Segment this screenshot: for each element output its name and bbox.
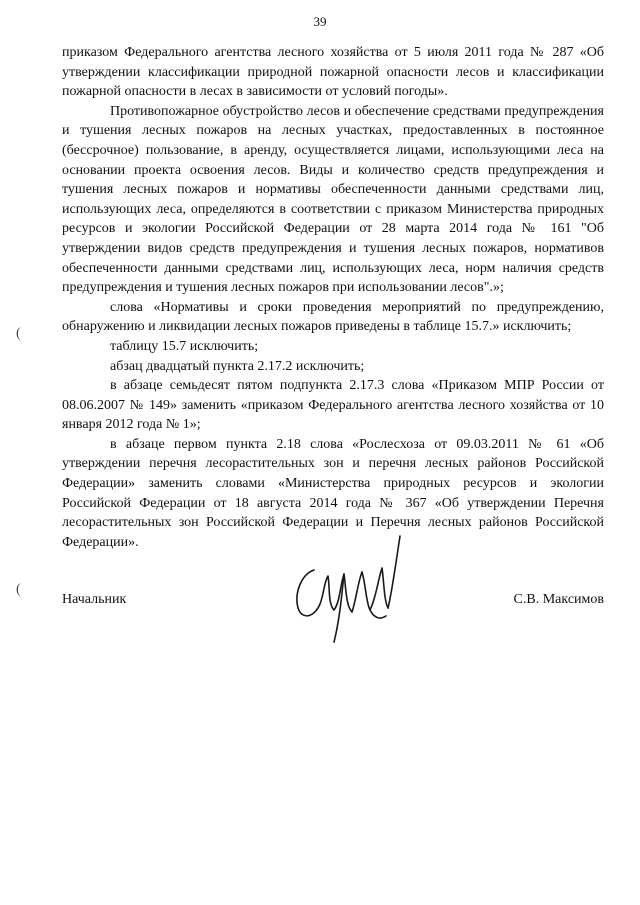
- margin-mark: (: [16, 582, 21, 597]
- signatory-position: Начальник: [62, 592, 127, 607]
- signature-block: [62, 592, 604, 612]
- paragraph-amendment: в абзаце первом пункта 2.18 слова «Рослесхоза от 09.03.2011 № 61 «Об утверждении перечня лесорастительных зон и перечня лесных районов Российской Федерации» заменить словами «Министерства природных ресурсов и экологии Российской Федерации от 18 августа 2014 года № 367 «Об утверждении Перечня лесорастительных зон Российской Федерации и Перечня лесных районов Российской Федерации».: [62, 436, 604, 550]
- page-number: 39: [313, 14, 327, 29]
- paragraph-continuation: приказом Федерального агентства лесного хозяйства от 5 июля 2011 года № 287 «Об утверждении классификации природной пожарной опасности лесов и классификации пожарной опасности в лесах в зависимости от условий погоды».: [62, 45, 604, 100]
- paragraph-amendment: в абзаце семьдесят пятом подпункта 2.17.3 слова «Приказом МПР России от 08.06.2007 № 149» заменить «приказом Федерального агентства лесного хозяйства от 10 января 2012 года № 1»;: [62, 378, 604, 433]
- paragraph-amendment: абзац двадцатый пункта 2.17.2 исключить;: [110, 358, 365, 374]
- paragraph-amendment: слова «Нормативы и сроки проведения мероприятий по предупреждению, обнаружению и ликвидации лесных пожаров приведены в таблице 15.7.» исключить;: [62, 299, 604, 335]
- paragraph-amendment: таблицу 15.7 исключить;: [110, 338, 259, 354]
- handwritten-signature: [284, 522, 414, 652]
- paragraph-fire-safety: Противопожарное обустройство лесов и обеспечение средствами предупреждения и тушения лесных пожаров на лесных участках, предоставленных в постоянное (бессрочное) пользование, в аренду, осуществляется лицами, использующими леса на основании проекта освоения лесов. Виды и количество средств предупреждения и тушения лесных пожаров и нормативы обеспеченности данными средствами лиц, использующих леса, определяются в соответствии с приказом Министерства природных ресурсов и экологии Российской Федерации от 28 марта 2014 года № 161 "Об утверждении видов средств предупреждения и тушения лесных пожаров, нормативов обеспеченности данными средствами лиц, использующих леса, норм наличия средств предупреждения и тушения лесных пожаров при использовании лесов".»;: [62, 103, 604, 296]
- signatory-name: С.В. Максимов: [513, 592, 604, 607]
- document-body: [62, 43, 604, 552]
- margin-mark: (: [16, 326, 21, 341]
